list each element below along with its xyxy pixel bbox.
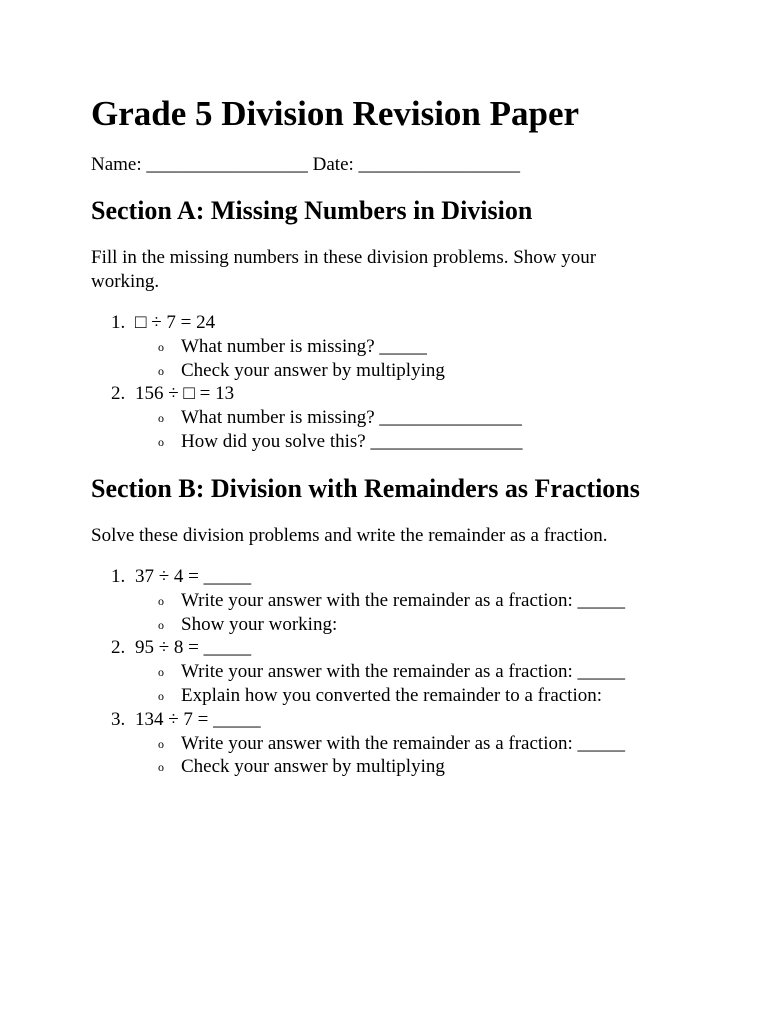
- sub-question-item: [91, 335, 522, 359]
- sub-question-list: [135, 335, 522, 383]
- question-item: [91, 311, 522, 382]
- sub-question-item: [91, 359, 522, 383]
- sub-question-item: [91, 613, 625, 637]
- question-item: [91, 636, 625, 707]
- bullet-icon: o: [158, 411, 164, 426]
- question-text: □ ÷ 7 = 24: [135, 312, 216, 333]
- name-date-line: Name: _________________ Date: _________________: [91, 154, 521, 175]
- question-item: [91, 382, 522, 453]
- section-a-heading: Section A: Missing Numbers in Division: [91, 196, 533, 225]
- bullet-icon: o: [158, 434, 164, 449]
- sub-question-text: Show your working:: [181, 613, 338, 635]
- sub-question-text: Write your answer with the remainder as a fraction: _____: [181, 732, 625, 754]
- bullet-icon: o: [158, 339, 164, 354]
- question-number: 3.: [111, 708, 126, 730]
- sub-question-item: [91, 430, 522, 454]
- sub-question-item: [91, 660, 625, 684]
- sub-question-text: Explain how you converted the remainder to a fraction:: [181, 684, 603, 706]
- question-number: 2.: [111, 637, 126, 659]
- question-text: 37 ÷ 4 = _____: [135, 566, 252, 587]
- sub-question-text: How did you solve this? ________________: [181, 430, 523, 452]
- bullet-icon: o: [158, 736, 164, 751]
- bullet-icon: o: [158, 760, 164, 775]
- sub-question-list: [135, 732, 625, 780]
- sub-question-list: [135, 660, 625, 708]
- section-a-question-list: [91, 311, 522, 454]
- sub-question-item: [91, 589, 625, 613]
- bullet-icon: o: [158, 688, 164, 703]
- question-text: 95 ÷ 8 = _____: [135, 637, 252, 659]
- question-number: 1.: [111, 312, 126, 333]
- sub-question-list: [135, 589, 625, 637]
- section-b-question-list: [91, 565, 625, 779]
- bullet-icon: o: [158, 665, 164, 680]
- question-number: 2.: [111, 383, 126, 405]
- sub-question-list: [135, 406, 522, 454]
- page-title: Grade 5 Division Revision Paper: [91, 94, 580, 133]
- question-text: 156 ÷ □ = 13: [135, 383, 235, 405]
- section-b-intro: Solve these division problems and write the remainder as a fraction.: [91, 525, 608, 546]
- section-b-heading: Section B: Division with Remainders as Fractions: [91, 474, 640, 503]
- sub-question-text: Write your answer with the remainder as a fraction: _____: [181, 589, 625, 611]
- sub-question-text: Check your answer by multiplying: [181, 756, 445, 778]
- question-number: 1.: [111, 566, 126, 587]
- question-item: [91, 708, 625, 779]
- bullet-icon: o: [158, 363, 164, 378]
- sub-question-item: [91, 406, 522, 430]
- bullet-icon: o: [158, 617, 164, 632]
- sub-question-item: [91, 755, 625, 779]
- sub-question-text: Check your answer by multiplying: [181, 359, 445, 381]
- question-item: [91, 565, 625, 636]
- sub-question-text: What number is missing? _______________: [181, 407, 522, 429]
- sub-question-item: [91, 732, 625, 756]
- sub-question-text: Write your answer with the remainder as a fraction: _____: [181, 661, 625, 683]
- bullet-icon: o: [158, 593, 164, 608]
- question-text: 134 ÷ 7 = _____: [135, 708, 261, 730]
- section-a-intro: Fill in the missing numbers in these division problems. Show your working.: [91, 247, 597, 292]
- sub-question-item: [91, 684, 625, 708]
- sub-question-text: What number is missing? _____: [181, 335, 427, 357]
